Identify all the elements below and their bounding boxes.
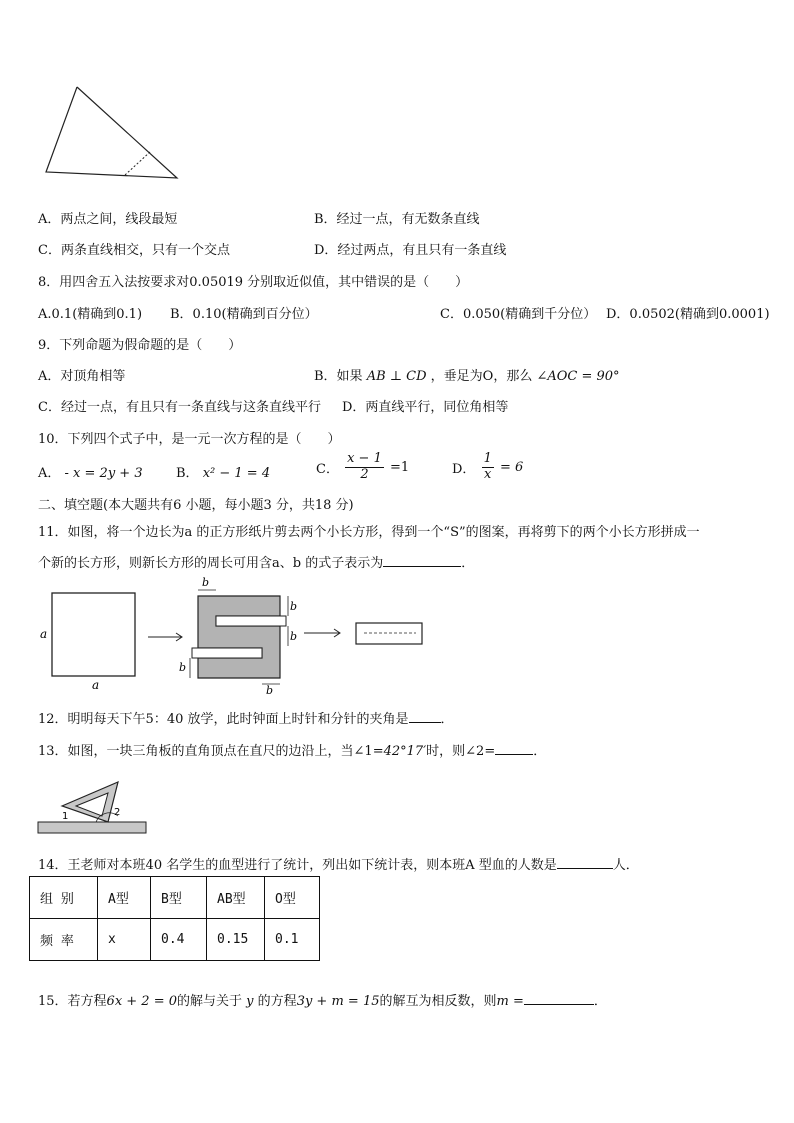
q8-stem: 8．用四舍五入法按要求对0.05019 分别取近似值，其中错误的是（ ） <box>38 275 469 290</box>
q15-variable: y <box>246 994 254 1009</box>
table-cell: B型 <box>151 877 207 919</box>
q13-angle-2-label: 2 <box>114 807 121 818</box>
q13-stem-2: 时，则∠2= <box>426 744 496 759</box>
q12-end: ． <box>440 712 454 727</box>
table-cell: AB型 <box>207 877 265 919</box>
q10-option-d-label: D． <box>452 461 476 477</box>
blood-type-table <box>29 876 320 961</box>
q13-end: ． <box>533 744 547 759</box>
q9-option-b-perp: AB ⊥ CD <box>366 369 427 384</box>
table-cell: A型 <box>98 877 151 919</box>
q10-option-d-rhs: = 6 <box>500 459 524 475</box>
q7-option-d: D．经过两点，有且只有一条直线 <box>314 243 507 258</box>
q15-text <box>38 990 607 1009</box>
table-row <box>30 919 320 961</box>
q10-option-c-denominator: 2 <box>360 466 369 482</box>
q9-stem: 9．下列命题为假命题的是（ ） <box>38 338 242 353</box>
q15-answer-var: m = <box>496 994 524 1009</box>
q11-b-label-bottom: b <box>266 684 274 697</box>
table-cell: 0.1 <box>265 919 320 961</box>
q15-equation-2: 3y + m = 15 <box>296 994 380 1009</box>
q15-mid-3: 的解互为相反数，则 <box>379 994 497 1009</box>
q13-stem: 13．如图，一块三角板的直角顶点在直尺的边沿上，当∠1= <box>38 744 384 759</box>
q15-mid-1: 的解与关于 <box>177 994 243 1009</box>
q10-option-b-label: B． <box>176 466 199 481</box>
q11-answer-blank <box>383 554 461 567</box>
q11-line-2-text: 个新的长方形，则新长方形的周长可用含a、b 的式子表示为 <box>38 556 384 571</box>
q14-text <box>38 854 639 873</box>
table-cell: 频 率 <box>30 919 98 961</box>
table-cell: O型 <box>265 877 320 919</box>
q9-option-b-angle: ∠AOC = 90° <box>536 369 620 384</box>
q10-option-c-rhs: =1 <box>390 459 410 475</box>
q10-option-d-fraction <box>482 452 494 483</box>
table-cell: 0.15 <box>207 919 265 961</box>
q15-mid-2: 的方程 <box>257 994 297 1009</box>
q9-option-d: D．两直线平行，同位角相等 <box>342 400 509 415</box>
q8-option-b: B．0.10(精确到百分位） <box>170 307 318 322</box>
q10-option-a-expr: - x = 2y + 3 <box>64 466 143 481</box>
q10-option-c-numerator: x − 1 <box>347 451 382 466</box>
q14-stem: 14．王老师对本班40 名学生的血型进行了统计，列出如下统计表，则本班A 型血的人数是 <box>38 858 557 873</box>
q11-b-label-top: b <box>202 576 210 589</box>
q10-option-b-expr: x² − 1 = 4 <box>202 466 271 481</box>
q11-square-bottom-label: a <box>92 678 100 692</box>
q11-line-2-end: ． <box>461 556 475 571</box>
q13-angle-1-label: 1 <box>62 811 69 822</box>
q13-answer-blank <box>495 742 533 755</box>
q8-option-d: D．0.0502(精确到0.0001) <box>606 307 770 322</box>
q15-end: ． <box>593 994 607 1009</box>
q10-option-d <box>452 452 523 483</box>
q8-option-a: A.0.1(精确到0.1) <box>38 307 143 322</box>
q11-b-label-right-1: b <box>290 600 298 613</box>
q10-option-c-label: C． <box>316 461 339 477</box>
q15-answer-blank <box>524 992 594 1005</box>
q11-line-2 <box>38 552 474 571</box>
q15-equation-1: 6x + 2 = 0 <box>106 994 178 1009</box>
table-cell: x <box>98 919 151 961</box>
q14-answer-blank <box>557 856 613 869</box>
q7-option-b: B．经过一点，有无数条直线 <box>314 212 480 227</box>
q9-option-b <box>314 365 620 384</box>
q10-option-c-fraction <box>345 452 384 483</box>
q10-option-c <box>316 452 409 483</box>
section-2-heading: 二、填空题(本大题共有6 小题，每小题3 分，共18 分) <box>38 498 354 513</box>
q13-figure <box>36 770 151 838</box>
q10-option-d-denominator: x <box>484 466 492 482</box>
q10-option-d-numerator: 1 <box>483 451 492 466</box>
q12-stem: 12．明明每天下午5：40 放学，此时钟面上时针和分针的夹角是 <box>38 712 409 727</box>
triangle-figure <box>40 80 190 185</box>
q9-option-b-prefix: B．如果 <box>314 369 363 384</box>
q9-option-a: A．对顶角相等 <box>38 369 126 384</box>
q13-text <box>38 740 546 759</box>
q9-option-c: C．经过一点，有且只有一条直线与这条直线平行 <box>38 400 321 415</box>
table-cell: 0.4 <box>151 919 207 961</box>
q11-b-label-left: b <box>179 661 187 674</box>
table-row <box>30 877 320 919</box>
q10-option-b <box>176 462 270 481</box>
table-cell: 组 别 <box>30 877 98 919</box>
q7-option-a: A．两点之间，线段最短 <box>38 212 178 227</box>
q11-b-label-right-2: b <box>290 630 298 643</box>
q10-option-a-label: A． <box>38 466 61 481</box>
q11-line-1: 11．如图，将一个边长为a 的正方形纸片剪去两个小长方形，得到一个“S”的图案，再将剪下的两个小长方形拼成一 <box>38 525 700 540</box>
q10-option-a <box>38 462 143 481</box>
q13-angle-value: 42°17′ <box>383 744 427 759</box>
q7-option-c: C．两条直线相交，只有一个交点 <box>38 243 230 258</box>
q12-text <box>38 708 454 727</box>
q10-stem: 10．下列四个式子中，是一元一次方程的是（ ） <box>38 432 341 447</box>
q14-end: 人． <box>612 858 639 873</box>
q11-figure <box>36 574 436 699</box>
q11-square-side-label: a <box>40 627 48 641</box>
q8-option-c: C．0.050(精确到千分位） <box>440 307 597 322</box>
q9-option-b-mid: ，垂足为O，那么 <box>430 369 533 384</box>
q12-answer-blank <box>409 710 441 723</box>
q15-pre: 15．若方程 <box>38 994 107 1009</box>
